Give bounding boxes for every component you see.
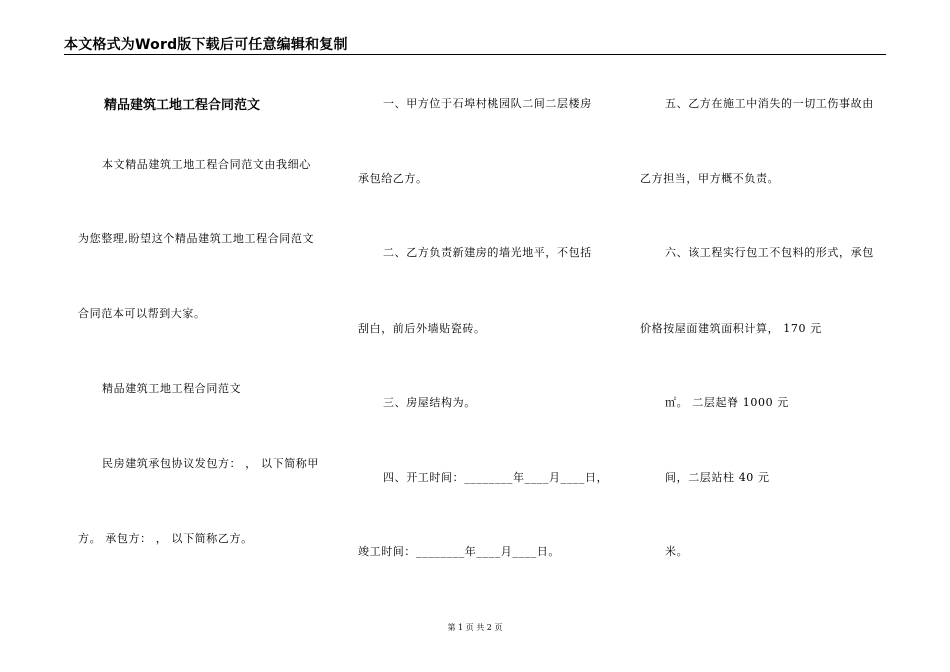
paragraph-line: 本文精品建筑工地工程合同范文由我细心 xyxy=(102,158,311,171)
page-header xyxy=(64,34,886,55)
paragraph-line: 二、乙方负责新建房的墙光地平，不包括 xyxy=(383,246,592,259)
paragraph-line: 一、甲方位于石埠村桃园队二间二层楼房 xyxy=(383,97,592,110)
paragraph-line: 刮白，前后外墙贴瓷砖。 xyxy=(358,322,486,335)
page-number: 第 1 页 共 2 页 xyxy=(447,623,503,632)
paragraph-line: 间，二层站柱 40 元 xyxy=(665,471,770,484)
paragraph-line: 四、开工时间：________年____月____日， xyxy=(383,471,609,484)
document-title: 精品建筑工地工程合同范文 xyxy=(104,98,261,113)
paragraph-line: 精品建筑工地工程合同范文 xyxy=(102,382,242,395)
paragraph-line: 三、房屋结构为。 xyxy=(383,396,476,409)
paragraph-line: 价格按屋面建筑面积计算， 170 元 xyxy=(640,322,822,335)
paragraph-line: ㎡。 二层起脊 1000 元 xyxy=(665,396,789,409)
paragraph-line: 六、该工程实行包工不包料的形式，承包 xyxy=(665,246,874,259)
paragraph-line: 乙方担当，甲方概不负责。 xyxy=(640,172,780,185)
paragraph-line: 方。 承包方： ， 以下简称乙方。 xyxy=(78,532,253,545)
paragraph-line: 民房建筑承包协议发包方： ， 以下简称甲 xyxy=(102,457,319,470)
paragraph-line: 五、乙方在施工中消失的一切工伤事故由 xyxy=(665,97,874,110)
paragraph-line: 承包给乙方。 xyxy=(358,172,428,185)
paragraph-line: 竣工时间：________年____月____日。 xyxy=(358,545,560,558)
header-text: 本文格式为Word版下载后可任意编辑和复制 xyxy=(64,37,348,53)
paragraph-line: 为您整理,盼望这个精品建筑工地工程合同范文 xyxy=(78,232,315,245)
paragraph-line: 米。 xyxy=(665,545,689,558)
paragraph-line: 合同范本可以帮到大家。 xyxy=(78,307,206,320)
